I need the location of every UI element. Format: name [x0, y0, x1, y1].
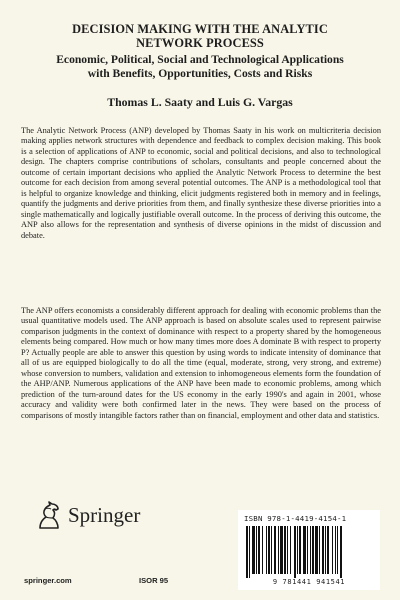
barcode-bars: [246, 526, 372, 578]
barcode-stripe: [278, 526, 279, 574]
series-code: ISOR 95: [139, 576, 169, 585]
book-title-line-2: NETWORK PROCESS: [136, 36, 264, 50]
authors: Thomas L. Saaty and Luis G. Vargas: [107, 95, 293, 109]
barcode-stripe: [262, 526, 263, 574]
description-paragraph-2: The ANP offers economists a considerably different approach for dealing with economic problems than the usual quantitative models used. The ANP approach is based on absolute scales used to represent pairwise comparison judgments in the context of dominance with respect to a property shared by the homogeneous elements being compared. How much or how many times more does A dominate B with respect to property P? Actually people are able to answer this question by using words to indicate intensity of dominance that all of us are equipped biologically to do all the time (equal, moderate, strong, very strong, and extreme) whose conversion to numbers, validation and extension to inhomogeneous elements form the foundation of the AHP/ANP. Numerous applications of the ANP have been made to economic problems, among which prediction of the turn-around dates for the US economy in the early 1990's and again in 2001, whose accuracy and validity were both confirmed later in the news. They were based on the process of comparisons of mostly intangible factors rather than on financial, employment and other data and statistics.: [21, 306, 381, 420]
barcode-stripe: [315, 526, 318, 574]
barcode-stripe: [249, 526, 250, 578]
barcode-stripe: [325, 526, 326, 574]
barcode-stripe: [246, 526, 248, 578]
barcode-stripe: [268, 526, 270, 574]
book-subtitle: [20, 53, 380, 80]
barcode-stripe: [266, 526, 267, 574]
springer-horse-icon: [34, 500, 64, 532]
book-subtitle-line-1: Economic, Political, Social and Technological Applications: [56, 53, 344, 66]
barcode-stripe: [258, 526, 260, 574]
barcode-stripe: [256, 526, 257, 574]
publisher-name: Springer: [68, 503, 141, 527]
barcode-stripe: [303, 526, 306, 574]
book-subtitle-line-2: with Benefits, Opportunities, Costs and Risks: [87, 66, 313, 80]
isbn-text: ISBN 978-1-4419-4154-1: [244, 514, 347, 523]
book-title-line-1: DECISION MAKING WITH THE ANALYTIC: [72, 22, 328, 36]
barcode-stripe: [274, 526, 276, 574]
barcode-stripe: [284, 526, 286, 574]
barcode-stripe: [322, 526, 324, 574]
barcode-stripe: [337, 526, 338, 574]
barcode-stripe: [310, 526, 311, 574]
description-paragraph-1: The Analytic Network Process (ANP) developed by Thomas Saaty in his work on multicriteria decision making applies network structures with dependence and feedback to complex decision making. This book is a selection of applications of ANP to economic, social and political decisions, and also to technological design. The chapters comprise contributions of scholars, consultants and people concerned about the outcome of certain important decisions who applied the Analytic Network Process to determine the best outcome for each decision from among several potential outcomes. The ANP is a methodological tool that is helpful to organize knowledge and thinking, elicit judgments registered both in memory and in feelings, quantify the judgments and derive priorities from them, and finally synthesize these diverse priorities into a single mathematically and logically justifiable overall outcome. In the process of deriving this outcome, the ANP also allows for the representation and synthesis of diverse opinions in the midst of discussion and debate.: [21, 126, 381, 240]
barcode-stripe: [299, 526, 301, 574]
barcode-number: 9 781441 941541: [272, 578, 346, 586]
barcode-stripe: [287, 526, 288, 574]
barcode-stripe: [319, 526, 320, 574]
barcode-stripe: [327, 526, 329, 574]
barcode-stripe: [252, 526, 255, 574]
barcode-stripe: [290, 526, 291, 574]
barcode-stripe: [297, 526, 298, 574]
barcode-stripe: [332, 526, 333, 574]
barcode-stripe: [294, 526, 296, 578]
barcode-stripe: [307, 526, 308, 574]
barcode-stripe: [271, 526, 272, 574]
publisher-url: springer.com: [24, 576, 72, 585]
book-title: [20, 22, 380, 50]
barcode-stripe: [280, 526, 283, 574]
publisher-logo: [34, 500, 194, 540]
barcode-stripe: [340, 526, 342, 578]
barcode-stripe: [335, 526, 336, 574]
barcode-panel: [238, 510, 380, 590]
barcode-stripe: [312, 526, 314, 574]
